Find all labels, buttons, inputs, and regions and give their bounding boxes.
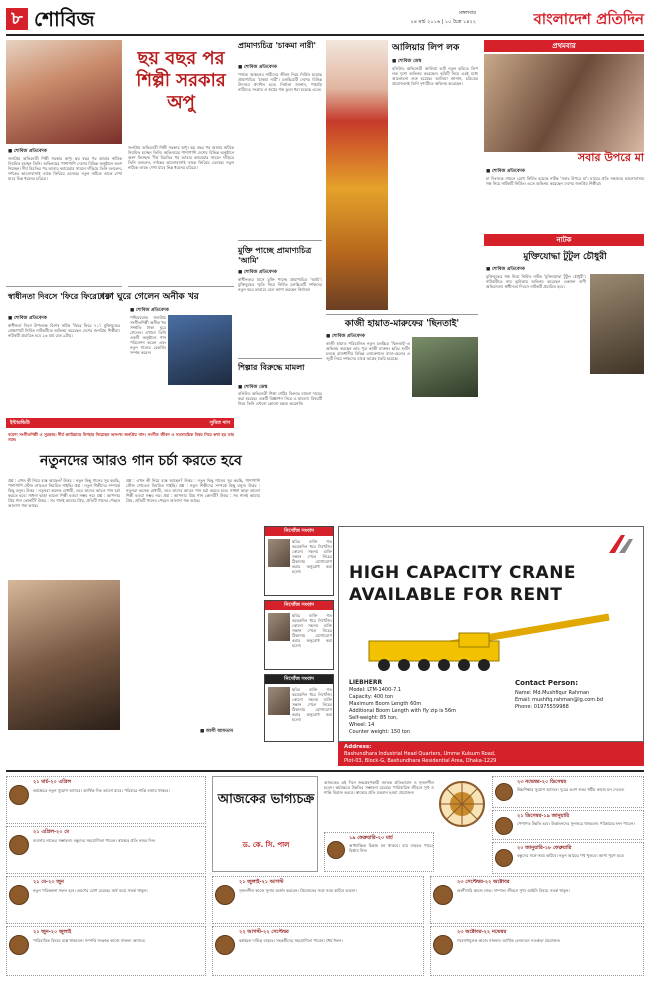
mukti-body: স্বাধীনতার মাসে মুক্তি পাচ্ছে প্রামাণ্যচিত্র 'আমি'। মুক্তিযুদ্ধের স্মৃতি নিয়ে নির্মিত চলচ্চিত্রটি দর্শকদের নতুন করে ভাবাবে বলে আশা করছেন নির্মাতা। xyxy=(238,277,322,292)
capricorn-icon xyxy=(495,817,513,835)
ad-address-bar xyxy=(338,742,644,766)
sign-gemini xyxy=(6,876,206,924)
shilpa-box xyxy=(238,358,322,414)
horoscope-intro: আজকের এই দিনে জন্মগ্রহণকারী জাতক প্রতিভাবান ও সৃজনশীল হবেন। কর্মক্ষেত্রে উন্নতির সম্ভাবনা রয়েছে। পারিবারিক জীবনে সুখ ও শান্তি বিরাজ করবে। স্বাস্থ্যের প্রতি যত্নবান হওয়া প্রয়োজন। xyxy=(324,780,434,795)
ad-contact-3: Phone: 01975559988 xyxy=(515,704,569,710)
missing-body-1: ছবির ব্যক্তি গত কয়েকদিন ধরে নিখোঁজ। কোনো সহৃদয় ব্যক্তি সন্ধান পেলে নিচের ঠিকানায় যোগাযোগ করার অনুরোধ করা হলো। xyxy=(292,539,332,574)
sign-date-10: ২০ জানুয়ারি-১৮ ফেব্রুয়ারি xyxy=(517,845,572,851)
horoscope-author: ড. কে. সি. পাল xyxy=(242,841,290,849)
sign-pisces xyxy=(324,832,434,872)
paper-name: বাংলাদেশ প্রতিদিন xyxy=(533,10,644,28)
prog-box xyxy=(238,40,322,238)
sign-text-8: উচ্চশিক্ষার সুযোগ আসবে। দূরের ভ্রমণ শুভ। ধর্মীয় কাজে মন দেবেন। xyxy=(517,787,625,792)
page-number: ৮ xyxy=(6,8,28,30)
missing-body-3: ছবির ব্যক্তি গত কয়েকদিন ধরে নিখোঁজ। কোনো সহৃদয় ব্যক্তি সন্ধান পেলে নিচের ঠিকানায় যোগাযোগ করার অনুরোধ করা হলো। xyxy=(292,687,332,722)
lead-body-cont: জনপ্রিয় অভিনেত্রী শিল্পী সরকার অপু। ছয় বছর পর আবার নাটকে নিয়মিত হচ্ছেন তিনি। অভিনয়ের পাশাপাশি দেশের বিভিন্ন অনুষ্ঠানে অংশ নিচ্ছেন। দীর্ঘ বিরতির পর আবার ক্যামেরার সামনে দাঁড়িয়ে তিনি বললেন, দর্শকের ভালোবাসাই তাকে ফিরিয়ে এনেছে। নতুন নাটকে তাকে দেখা যাবে ভিন্ন ধরনের চরিত্রে। xyxy=(128,145,234,170)
natok-byline: ■ শোবিজ প্রতিবেদক xyxy=(486,267,525,272)
sign-text-10: বন্ধুদের সঙ্গে সময় কাটবে। নতুন আয়ের পথ খুলবে। আশা পূরণ হবে। xyxy=(517,853,625,858)
prog-byline: ■ শোবিজ প্রতিবেদক xyxy=(238,65,277,70)
sign-date-4: ২১ জুলাই-২১ আগস্ট xyxy=(239,879,284,885)
mukti-title: মুক্তি পাচ্ছে প্রামাণ্যচিত্র 'আমি' xyxy=(238,245,312,265)
aries-icon xyxy=(9,785,29,805)
alia-byline: ■ শোবিজ ডেস্ক xyxy=(392,59,422,64)
sign-date-9: ২১ ডিসেম্বর-১৯ জানুয়ারি xyxy=(517,813,570,819)
sagittarius-icon xyxy=(495,783,513,801)
sign-aries xyxy=(6,776,206,824)
sign-text-9: পেশাগত উন্নতি হবে। উর্ধ্বতনদের সুনজরে থাকবেন। পরিশ্রমের ফল পাবেন। xyxy=(517,821,635,826)
alia-photo xyxy=(326,40,388,310)
ad-headline-2: AVAILABLE FOR RENT xyxy=(349,585,563,605)
missing-label-2: নিখোঁজ সংবাদ xyxy=(265,601,333,610)
musical-photo xyxy=(8,580,120,730)
mukti-byline: ■ শোবিজ প্রতিবেদক xyxy=(238,270,277,275)
virgo-icon xyxy=(215,935,235,955)
sign-date-8: ২৩ নভেম্বর-২০ ডিসেম্বর xyxy=(517,779,567,785)
missing-photo-3 xyxy=(268,687,290,715)
ad-contact-title: Contact Person: xyxy=(515,679,579,687)
ad-spec-1: Model: LTM-1400-7.1 xyxy=(349,687,402,693)
prothom-photo xyxy=(484,54,644,152)
sign-date-1: ২১ এপ্রিল-২০ মে xyxy=(33,829,70,835)
musical-body-2: প্রশ্ন : এখন কী নিয়ে ব্যস্ত আছেন? উত্তর : নতুন কিছু গানের সুর করছি, পাশাপাশি স্টেজ শোতেও নিয়মিত গাইছি। প্রশ্ন : নতুন শিল্পীদের সম্পর্কে কিছু বলুন। উত্তর : নতুনরা অনেক মেধাবী, তবে তাদের আরও গান চর্চা করতে হবে। সাধনা ছাড়া ভালো শিল্পী হওয়া সম্ভব নয়। প্রশ্ন : আপনার প্রিয় গান কোনটি? উত্তর : সব গানই আমার প্রিয়, প্রতিটি গানের পেছনে আলাদা গল্প আছে। xyxy=(126,478,260,503)
shilpa-title: শিল্পার বিরুদ্ধে মামলা xyxy=(238,362,305,372)
dhaka-byline: ■ শোবিজ প্রতিবেদক xyxy=(130,308,169,313)
horoscope-section xyxy=(6,770,644,978)
dhaka-title: ঢাকা ঘুরে গেলেন অনীক খর xyxy=(97,292,199,302)
ad-address-2: Plot-03, Block-G, Bashundhara Residential Area, Dhaka-1229 xyxy=(344,758,497,764)
sign-date-11: ১৯ ফেব্রুয়ারি-২০ মার্চ xyxy=(349,835,393,841)
taurus-icon xyxy=(9,835,29,855)
sign-date-3: ২১ জুন-২০ জুলাই xyxy=(33,929,72,935)
independence-byline: ■ শোবিজ প্রতিবেদক xyxy=(8,316,47,321)
mukti-box xyxy=(238,240,322,356)
sign-date-2: ২১ মে-২০ জুন xyxy=(33,879,64,885)
sign-sagittarius xyxy=(492,776,644,808)
ad-address-1: Bashundhara Industrial Head Quarters, Umme Kulsum Road, xyxy=(344,751,496,757)
musical-strip xyxy=(6,418,234,428)
missing-label-1: নিখোঁজ সংবাদ xyxy=(265,527,333,536)
sign-text-6: অংশীদারি কাজে লাভ। দাম্পত্য জীবনে সুখ। আইনি বিষয়ে সতর্ক থাকুন। xyxy=(457,888,570,893)
kazi-body: কাজী হায়াত পরিচালিত নতুন চলচ্চিত্র 'ছিনতাই'-এ অভিনয় করছেন তার পুত্র কাজী মারুফ। ছবির শুটিং চলছে রাজধানীর বিভিন্ন লোকেশনে। বাবা-ছেলের এ জুটি নিয়ে দর্শকদের মাঝে আগ্রহ তৈরি হয়েছে। xyxy=(326,341,410,361)
horoscope-wheel-icon xyxy=(438,780,486,828)
ad-spec-5: Self-weight: 85 ton, xyxy=(349,715,398,721)
shilpa-byline: ■ শোবিজ ডেস্ক xyxy=(238,385,268,390)
musical-reporter: সুমিত দাস xyxy=(209,420,230,426)
leo-icon xyxy=(215,885,235,905)
natok-title: মুক্তিযোদ্ধা টুটুল চৌধুরী xyxy=(523,252,607,262)
sign-text-7: গবেষণামূলক কাজে সাফল্য। আর্থিক লেনদেনে সতর্কতা প্রয়োজন। xyxy=(457,938,561,943)
musical-byline: ■ আলী আফতাব xyxy=(200,729,233,734)
sign-text-2: নতুন পরিকল্পনা সফল হবে। ভ্রমণের যোগ রয়েছে। অর্থ ব্যয়ে সতর্ক থাকুন। xyxy=(33,888,148,893)
ad-brand: LIEBHERR xyxy=(349,679,383,686)
page-header xyxy=(6,6,644,32)
sign-date-6: ২৩ সেপ্টেম্বর-২২ অক্টোবর xyxy=(457,879,510,885)
dhaka-box xyxy=(97,286,234,414)
lead-title: ছয় বছর পর শিল্পী সরকার অপু xyxy=(136,48,226,113)
crane-image xyxy=(349,611,635,675)
dhaka-photo xyxy=(168,315,232,385)
lead-body: জনপ্রিয় অভিনেত্রী শিল্পী সরকার অপু। ছয় বছর পর আবার নাটকে নিয়মিত হচ্ছেন তিনি। অভিনয়ের পাশাপাশি দেশের বিভিন্ন অনুষ্ঠানে অংশ নিচ্ছেন। দীর্ঘ বিরতির পর আবার ক্যামেরার সামনে দাঁড়িয়ে তিনি বললেন, দর্শকের ভালোবাসাই তাকে ফিরিয়ে এনেছে। নতুন নাটকে তাকে দেখা যাবে ভিন্ন ধরনের চরিত্রে। xyxy=(8,156,122,181)
lead-byline: ■ শোবিজ প্রতিবেদক xyxy=(8,149,47,154)
prothom-label: প্রথমবার xyxy=(484,40,644,52)
ad-logo-icon xyxy=(607,533,637,555)
natok-body: মুক্তিযুদ্ধের গল্প নিয়ে নির্মিত নাটক 'মুক্তিযোদ্ধা টুটুল চৌধুরী'। নাটকটিতে নাম ভূমিকায় অভিনয় করেছেন একজন গুণী অভিনেতা। স্বাধীনতা দিবসে নাটকটি প্রচারিত হবে। xyxy=(486,274,586,289)
sign-date-7: ২৩ অক্টোবর-২২ নভেম্বর xyxy=(457,929,507,935)
independence-body: স্বাধীনতা দিবস উপলক্ষে বিশেষ নাটক 'ফিরে ফিরে ৭১'। মুক্তিযুদ্ধের প্রেক্ষাপটে নির্মিত নাটকটিতে অভিনয় করেছেন দেশের জনপ্রিয় শিল্পীরা। নাটকটি প্রচারিত হবে ২৬ মার্চ রাত ৯টায়। xyxy=(8,323,120,338)
lead-photo xyxy=(6,40,122,144)
sign-virgo xyxy=(212,926,424,976)
missing-photo-1 xyxy=(268,539,290,567)
ad-spec-6: Wheel: 14 xyxy=(349,722,375,728)
prog-title: প্রামাণ্যচিত্র 'চাকমা নারী' xyxy=(238,40,316,50)
ad-spec-2: Capacity: 400 ton xyxy=(349,694,394,700)
sign-text-4: সৃজনশীল কাজে সুনাম অর্জন করবেন। প্রিয়জনের সঙ্গে সময় কাটবে ভালো। xyxy=(239,888,357,893)
kazi-box xyxy=(326,314,478,414)
kazi-byline: ■ শোবিজ প্রতিবেদক xyxy=(326,334,365,339)
missing-photo-2 xyxy=(268,613,290,641)
missing-notice-3 xyxy=(264,674,334,742)
horoscope-title: আজকের ভাগ্যচক্র xyxy=(217,792,315,807)
missing-label-3: নিখোঁজ সংবাদ xyxy=(265,675,333,684)
missing-notice-2 xyxy=(264,600,334,670)
missing-notice-1 xyxy=(264,526,334,596)
sign-text-5: কর্মস্থলে দায়িত্ব বাড়বে। সহকর্মীদের সহযোগিতা পাবেন। ধৈর্য ধরুন। xyxy=(239,938,343,943)
ad-headline-1: HIGH CAPACITY CRANE xyxy=(349,563,577,583)
sign-aquarius xyxy=(492,842,644,874)
prog-body: পার্বত্য অঞ্চলের নারীদের জীবন নিয়ে নির্মিত হয়েছে প্রামাণ্যচিত্র 'চাকমা নারী'। চলচ্চিত্রটি দেশের বিভিন্ন উৎসবে প্রদর্শিত হবে। নির্মাতা জানান, পাহাড়ি নারীদের সংগ্রাম ও স্বপ্নের গল্প তুলে ধরা হয়েছে এতে। xyxy=(238,72,322,92)
sign-text-3: পারিবারিক বিষয়ে ব্যস্ত থাকবেন। সম্পত্তি সংক্রান্ত কাজে সাফল্য আসবে। xyxy=(33,938,146,943)
libra-icon xyxy=(433,885,453,905)
horoscope-title-block xyxy=(212,776,318,872)
alia-body: বলিউড অভিনেত্রী আলিয়া ভাট নতুন ছবিতে লিপ লক দৃশ্যে অভিনয় করেছেন। ছবিটি নিয়ে এরই মধ্যে আলোচনা শুরু হয়েছে। আলিয়া জানান, চরিত্রের প্রয়োজনেই তিনি দৃশ্যটিতে অভিনয় করেছেন। xyxy=(392,66,478,86)
sign-date-5: ২২ আগস্ট-২২ সেপ্টেম্বর xyxy=(239,929,289,935)
musical-intro: বরেণ্য সংগীতশিল্পী ও সুরকার। দীর্ঘ ক্যারিয়ারে উপহার দিয়েছেন অসংখ্য জনপ্রিয় গান। সংগীত জীবন ও সমসাময়িক বিষয় নিয়ে কথা হয় তার সঙ্গে। xyxy=(8,432,234,442)
weekday: মঙ্গলবার xyxy=(459,10,476,16)
section-title: শোবিজ xyxy=(34,7,95,31)
sign-libra xyxy=(430,876,644,924)
pisces-icon xyxy=(327,841,345,859)
aquarius-icon xyxy=(495,849,513,867)
sign-taurus xyxy=(6,826,206,874)
sign-text-11: আধ্যাত্মিক চিন্তায় মন থাকবে। ব্যয় বাড়তে পারে। বিশ্রাম নিন। xyxy=(349,843,433,853)
ad-spec-7: Counter weight: 150 ton xyxy=(349,729,411,735)
sign-date-0: ২১ মার্চ-২০ এপ্রিল xyxy=(33,779,72,785)
sign-leo xyxy=(212,876,424,924)
ad-contact-1: Name: Md.Mushfiqur Rahman xyxy=(515,690,590,696)
sign-cancer xyxy=(6,926,206,976)
dhaka-body: পশ্চিমবঙ্গের জনপ্রিয় সংগীতশিল্পী অনীক খর সম্প্রতি ঢাকা ঘুরে গেলেন। এখানে তিনি একটি অনুষ্ঠানে গান পরিবেশন করেন এবং নতুন গানের রেকর্ডিং সম্পন্ন করেন। xyxy=(130,315,166,355)
header-rule xyxy=(6,34,644,36)
musical-body-1: প্রশ্ন : এখন কী নিয়ে ব্যস্ত আছেন? উত্তর : নতুন কিছু গানের সুর করছি, পাশাপাশি স্টেজ শোতেও নিয়মিত গাইছি। প্রশ্ন : নতুন শিল্পীদের সম্পর্কে কিছু বলুন। উত্তর : নতুনরা অনেক মেধাবী, তবে তাদের আরও গান চর্চা করতে হবে। সাধনা ছাড়া ভালো শিল্পী হওয়া সম্ভব নয়। প্রশ্ন : আপনার প্রিয় গান কোনটি? উত্তর : সব গানই আমার প্রিয়, প্রতিটি গানের পেছনে আলাদা গল্প আছে। xyxy=(8,478,120,508)
sign-text-1: ব্যবসায় লাভের সম্ভাবনা। বন্ধুদের সহযোগিতা পাবেন। স্বাস্থ্যের প্রতি নজর দিন। xyxy=(33,838,156,843)
prothom-title: সবার উপরে মা xyxy=(577,151,644,164)
prothom-body: মা দিবসকে সামনে রেখে নির্মিত হয়েছে নাটক 'সবার উপরে মা'। মায়ের প্রতি সন্তানের ভালোবাসার গল্প নিয়ে নাটকটি নির্মিত। এতে অভিনয় করেছেন দেশের জনপ্রিয় শিল্পীরা। xyxy=(486,176,644,186)
scorpio-icon xyxy=(433,935,453,955)
ad-address-title: Address: xyxy=(344,744,372,750)
shilpa-body: বলিউড অভিনেত্রী শিল্পা শেঠির বিরুদ্ধে মামলা দায়ের করা হয়েছে। একটি বিজ্ঞাপন নিয়ে এ মামলা। বিষয়টি নিয়ে তিনি এখনো কোনো মন্তব্য করেননি। xyxy=(238,391,322,406)
independence-box xyxy=(6,286,122,414)
prothom-byline: ■ শোবিজ প্রতিবেদক xyxy=(486,169,525,174)
crane-ad xyxy=(338,526,644,742)
kazi-title: কাজী হায়াত-মারুফের 'ছিনতাই' xyxy=(344,319,460,329)
sign-scorpio xyxy=(430,926,644,976)
musical-category: ইন্টারভিউ xyxy=(10,420,30,426)
cancer-icon xyxy=(9,935,29,955)
independence-title: স্বাধীনতা দিবসে 'ফিরে ফিরে ৭১' xyxy=(8,291,113,301)
ad-contact-2: Email: mushfiq.rahman@lg.com.bd xyxy=(515,697,604,703)
date-line: ২৪ মার্চ ২০১৬ | ১০ চৈত্র ১৪২২ xyxy=(410,19,476,25)
musical-title: নতুনদের আরও গান চর্চা করতে হবে xyxy=(40,453,242,469)
gemini-icon xyxy=(9,885,29,905)
kazi-photo xyxy=(412,337,478,397)
ad-spec-3: Maximum Boom Length 60m xyxy=(349,701,422,707)
missing-body-2: ছবির ব্যক্তি গত কয়েকদিন ধরে নিখোঁজ। কোনো সহৃদয় ব্যক্তি সন্ধান পেলে নিচের ঠিকানায় যোগাযোগ করার অনুরোধ করা হলো। xyxy=(292,613,332,648)
ad-spec-4: Additional Boom Length with fly zip is 56m xyxy=(349,708,457,714)
sign-capricorn xyxy=(492,810,644,840)
alia-title: আলিয়ার লিপ লক xyxy=(392,43,460,53)
natok-photo xyxy=(590,274,644,374)
natok-label: নাটক xyxy=(484,234,644,246)
sign-text-0: কর্মক্ষেত্রে নতুন সুযোগ আসবে। আর্থিক দিক ভালো যাবে। পরিবারে শান্তি বজায় থাকবে। xyxy=(33,788,170,793)
